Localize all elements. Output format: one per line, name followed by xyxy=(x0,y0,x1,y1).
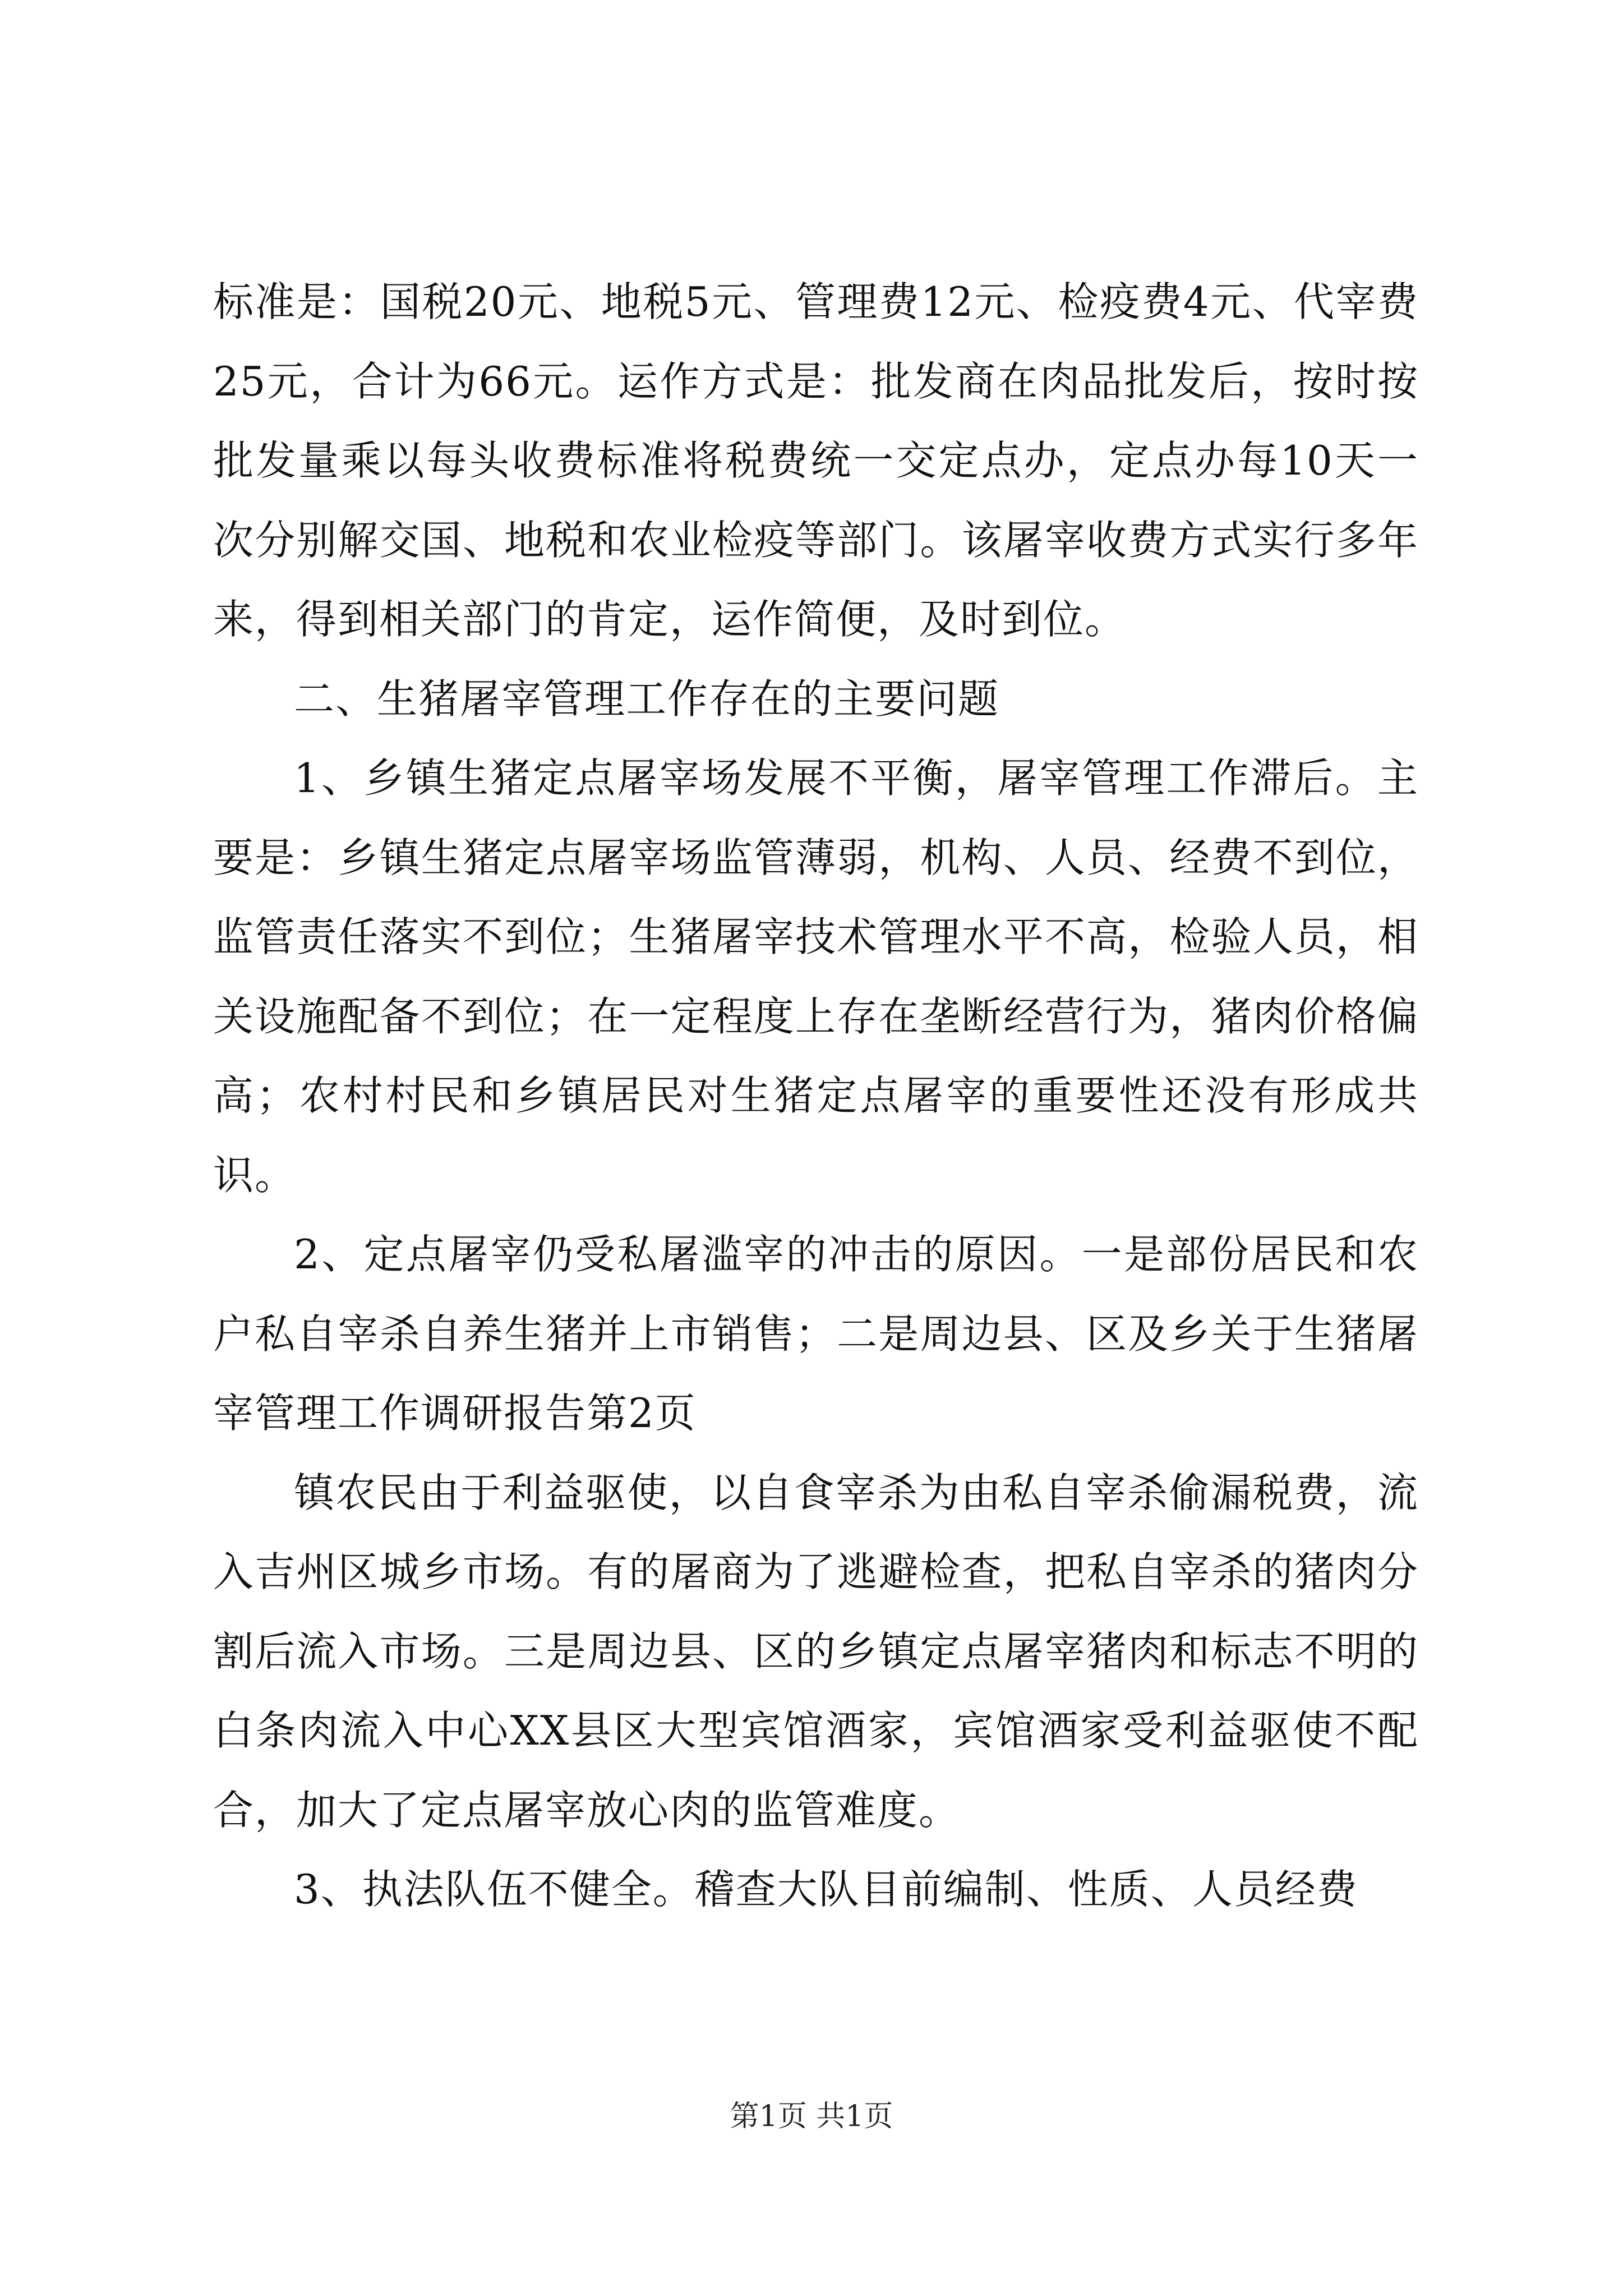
paragraph-problem-1: 1、乡镇生猪定点屠宰场发展不平衡，屠宰管理工作滞后。主要是：乡镇生猪定点屠宰场监管薄弱，机构、人员、经费不到位，监管责任落实不到位；生猪屠宰技术管理水平不高，检验人员，相关设施配备不到位；在一定程度上存在垄断经营行为，猪肉价格偏高；农村村民和乡镇居民对生猪定点屠宰的重要性还没有形成共识。 xyxy=(213,754,1419,1199)
paragraph-problem-2: 2、定点屠宰仍受私屠滥宰的冲击的原因。一是部份居民和农户私自宰杀自养生猪并上市销售；二是周边县、区及乡关于生猪屠宰管理工作调研报告第2页 xyxy=(213,1231,1419,1437)
document-body xyxy=(213,263,1419,1930)
section-heading-main-problems: 二、生猪屠宰管理工作存在的主要问题 xyxy=(294,675,1000,723)
paragraph-problem-2-continued: 镇农民由于利益驱使，以自食宰杀为由私自宰杀偷漏税费，流入吉州区城乡市场。有的屠商为了逃避检查，把私自宰杀的猪肉分割后流入市场。三是周边县、区的乡镇定点屠宰猪肉和标志不明的白条肉流入中心XX县区大型宾馆酒家，宾馆酒家受利益驱使不配合，加大了定点屠宰放心肉的监管难度。 xyxy=(213,1469,1419,1834)
paragraph-problem-3: 3、执法队伍不健全。稽查大队目前编制、性质、人员经费 xyxy=(294,1866,1358,1913)
page-footer: 第1页 共1页 xyxy=(730,2100,893,2133)
paragraph-fee-standard: 标准是：国税20元、地税5元、管理费12元、检疫费4元、代宰费25元，合计为66元。运作方式是：批发商在肉品批发后，按时按批发量乘以每头收费标准将税费统一交定点办，定点办每10天一次分别解交国、地税和农业检疫等部门。该屠宰收费方式实行多年来，得到相关部门的肯定，运作简便，及时到位。 xyxy=(213,278,1419,643)
